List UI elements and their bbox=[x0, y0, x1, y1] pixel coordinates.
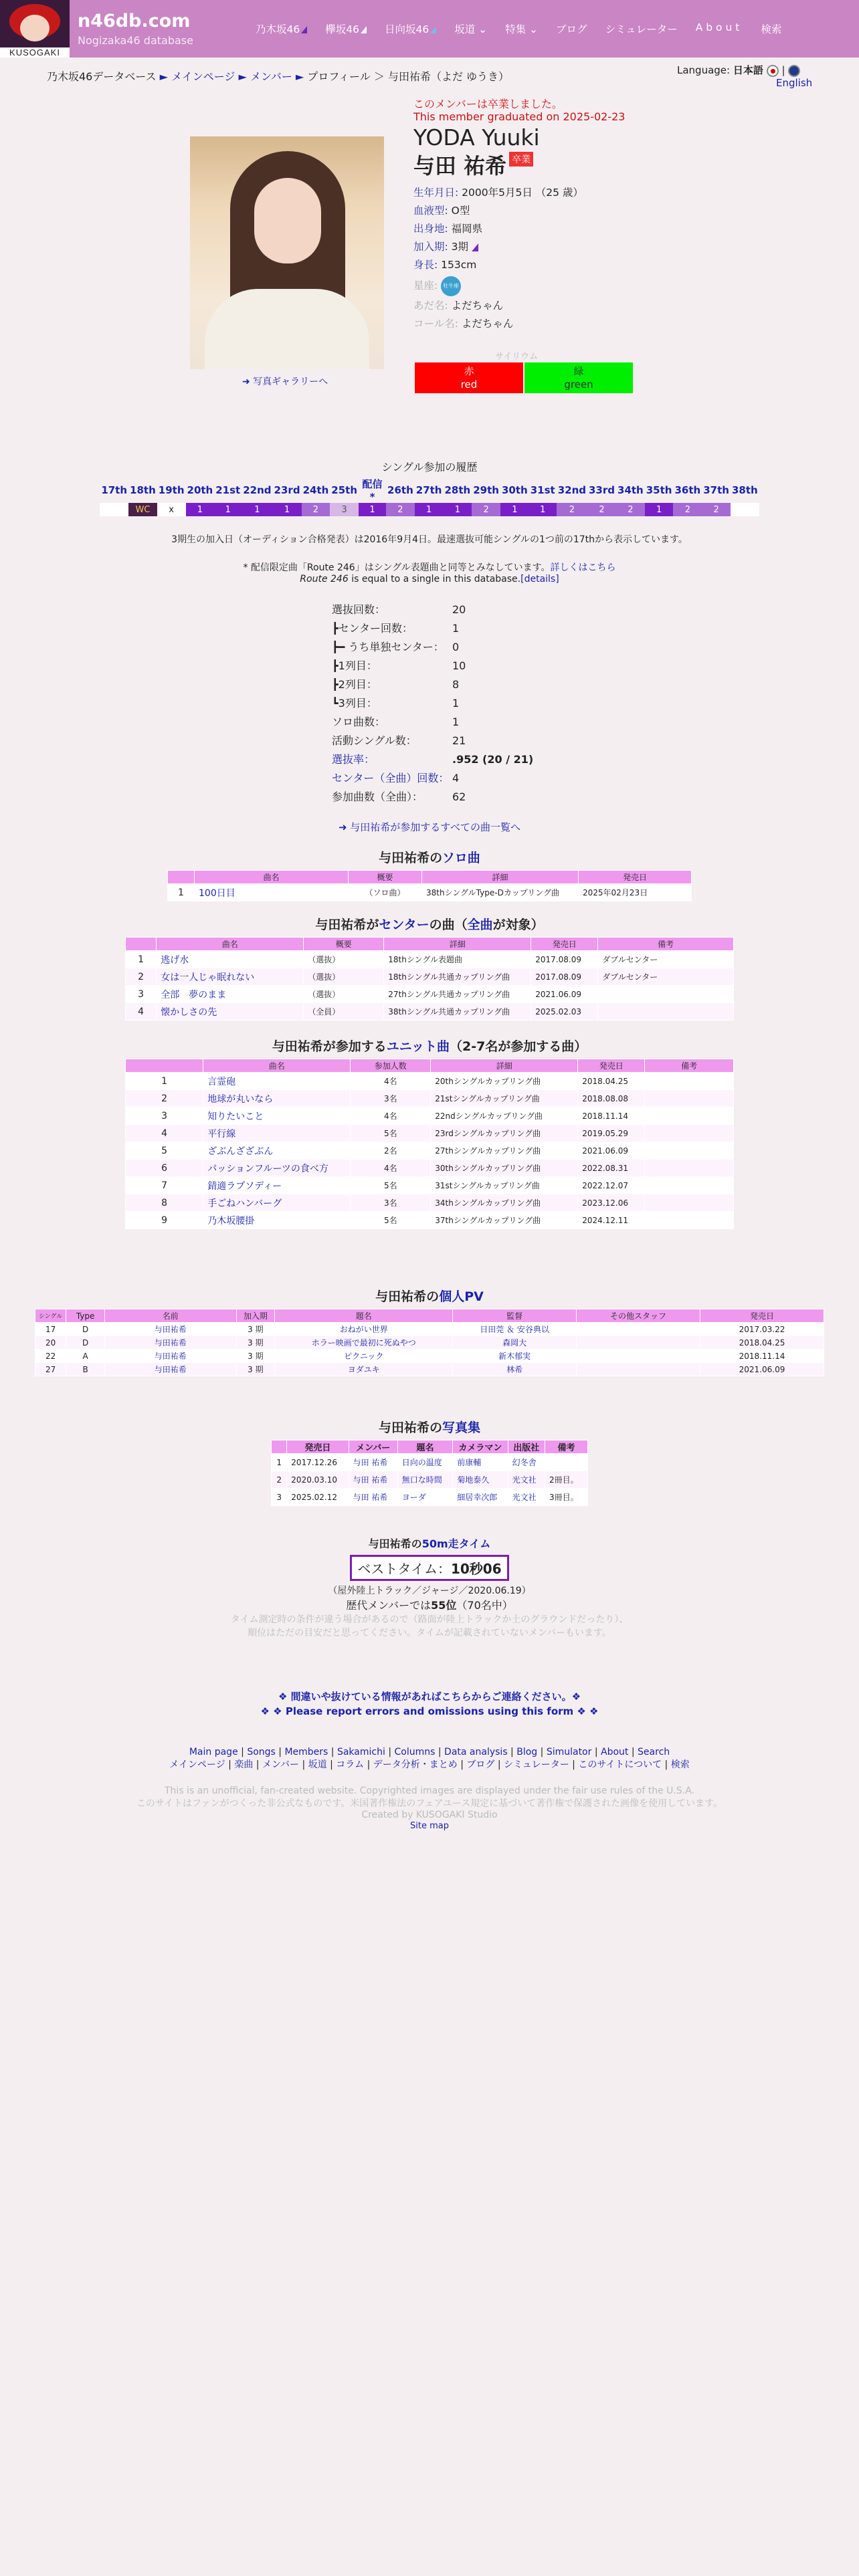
footer-link[interactable]: Simulator bbox=[546, 1747, 592, 1757]
column-header: 題名 bbox=[397, 1440, 452, 1454]
stat-row bbox=[332, 657, 533, 675]
table-row: 22 A 与田祐希 3 期 ピクニック 新木郁実 2018.11.14 bbox=[35, 1350, 824, 1363]
stat-value: 0 bbox=[452, 641, 460, 653]
single-head[interactable]: 23rd bbox=[274, 484, 300, 496]
table-row: 4 懐かしさの先 （全員） 38thシングル共通カップリング曲 2025.02.03 bbox=[126, 1003, 734, 1021]
report-link-en[interactable]: ❖ ❖ Please report errors and omissions using this form ❖ ❖ bbox=[260, 1705, 599, 1717]
member-name-en: YODA Yuuki bbox=[413, 124, 540, 150]
height-label[interactable]: 身長: bbox=[413, 259, 438, 271]
single-cell: 1 bbox=[242, 503, 272, 516]
song-link[interactable]: 乃木坂腰掛 bbox=[207, 1215, 255, 1226]
all-songs-filter-link[interactable]: 全曲 bbox=[467, 918, 493, 932]
column-header: メンバー bbox=[349, 1440, 397, 1454]
footer-link[interactable]: Columns bbox=[394, 1747, 436, 1757]
song-link[interactable]: 手ごねハンバーグ bbox=[207, 1198, 282, 1209]
column-header: その他スタッフ bbox=[577, 1309, 700, 1323]
birthplace-value: 福岡県 bbox=[451, 223, 483, 235]
stat-value: 4 bbox=[452, 772, 460, 784]
single-head[interactable]: 20th bbox=[187, 484, 213, 496]
stat-label: 選抜回数： bbox=[332, 603, 386, 616]
photobook-link-cell[interactable]: 無口な時間 bbox=[401, 1475, 442, 1485]
director-link[interactable]: 新木郁実 bbox=[498, 1352, 531, 1361]
stat-label: 活動シングル数： bbox=[332, 734, 417, 747]
photobook-link-cell[interactable]: 菊地泰久 bbox=[457, 1475, 490, 1485]
stat-value: .952 (20 / 21) bbox=[452, 753, 534, 766]
song-link[interactable]: 平行線 bbox=[207, 1128, 236, 1140]
table-row: 1 言霊砲 4名 20thシングルカップリング曲 2018.04.25 bbox=[126, 1073, 734, 1090]
single-cell: 1 bbox=[214, 503, 242, 516]
table-row: 4 平行線 5名 23rdシングルカップリング曲 2019.05.29 bbox=[126, 1125, 734, 1142]
table-row: 1 逃げ水 （選抜） 18thシングル表題曲 2017.08.09 ダブルセンター bbox=[126, 951, 734, 968]
footer-link[interactable]: データ分析・まとめ bbox=[373, 1759, 458, 1770]
single-head[interactable]: 30th bbox=[501, 484, 528, 496]
pv-title-link[interactable]: おねがい世界 bbox=[339, 1325, 388, 1334]
footer-link[interactable]: About bbox=[601, 1747, 629, 1757]
footer-link[interactable]: 坂道 bbox=[308, 1759, 327, 1770]
footer-link[interactable]: Main page bbox=[189, 1747, 238, 1757]
photobook-link-cell[interactable]: 光文社 bbox=[512, 1493, 537, 1502]
stat-row bbox=[332, 601, 533, 619]
solo-table: 曲名 概要 詳細 発売日 1 100日目 （ソロ曲） 38thシングルType-Dカップリング曲 2025年02月23日 bbox=[167, 870, 692, 901]
footer-link[interactable]: Songs bbox=[247, 1747, 276, 1757]
site-title: n46db.com bbox=[78, 11, 191, 31]
column-header: 発売日 bbox=[578, 1059, 645, 1073]
pv-title-link[interactable]: ホラー映画で最初に死ぬやつ bbox=[311, 1338, 416, 1348]
penlight-colors bbox=[415, 362, 633, 393]
table-row: 2 地球が丸いなら 3名 21stシングルカップリング曲 2018.08.08 bbox=[126, 1090, 734, 1107]
single-cell: x bbox=[157, 503, 186, 516]
table-row: 7 錆適ラプソディー 5名 31stシングルカップリング曲 2022.12.07 bbox=[126, 1177, 734, 1194]
song-link[interactable]: ざぶんざざぶん bbox=[207, 1146, 274, 1157]
column-header: 備考 bbox=[598, 938, 734, 951]
column-header: 出版社 bbox=[508, 1440, 545, 1454]
member-photo[interactable] bbox=[190, 136, 384, 369]
single-cell: 2 bbox=[673, 503, 702, 516]
director-link[interactable]: 森岡大 bbox=[502, 1338, 527, 1348]
center-table bbox=[125, 937, 734, 1021]
column-header: 概要 bbox=[304, 938, 384, 951]
column-header: 名前 bbox=[105, 1309, 237, 1323]
stat-label[interactable]: センター（全曲）回数： bbox=[332, 772, 450, 784]
all-songs-link[interactable]: ➜ 与田祐希が参加するすべての曲一覧へ bbox=[338, 821, 521, 833]
solo-link[interactable]: ソロ曲 bbox=[442, 851, 480, 865]
column-header: カメラマン bbox=[453, 1440, 508, 1454]
run-rank: 55位 bbox=[431, 1599, 457, 1612]
japan-flag-icon[interactable] bbox=[767, 65, 779, 77]
single-cell: 2 bbox=[386, 503, 415, 516]
stat-row bbox=[332, 732, 533, 750]
lang-en[interactable]: English bbox=[776, 77, 813, 89]
route246-details-link-en[interactable]: [details] bbox=[520, 574, 559, 584]
column-header: 備考 bbox=[645, 1059, 734, 1073]
center-section: 与田祐希がセンターの曲（全曲が対象） 曲名 概要 詳細 発売日 備考 1 逃げ水 （選抜） 18thシングル表題曲 2017.08.09 ダブルセンター 2 女は一人じゃ眠れない （選抜） 18thシングル共通カップリング曲 2017.08.09 ダブルセンター 3 全部 夢のまま （選抜） 27thシングル共通カップリング曲 2021.06.09 4 懐かしさの先 （全員） 38thシングル共通カップリング曲 2025.02.03 bbox=[0, 915, 859, 1021]
table-row: 1 100日目 （ソロ曲） 38thシングルType-Dカップリング曲 2025年02月23日 bbox=[168, 884, 692, 901]
single-cell: 1 bbox=[186, 503, 215, 516]
table-row: 5 ざぶんざざぶん 2名 27thシングルカップリング曲 2021.06.09 bbox=[126, 1142, 734, 1160]
footer-links-en: Main page | Songs | Members | Sakamichi | Columns | Data analysis | Blog | Simulator | About | Search bbox=[189, 1747, 670, 1757]
single-head[interactable]: 27th bbox=[415, 484, 442, 496]
footer-link[interactable]: 検索 bbox=[670, 1759, 690, 1770]
single-cell: 2 bbox=[616, 503, 645, 516]
crumb-db[interactable]: 乃木坂46データベース bbox=[47, 70, 157, 83]
photobook-link-cell[interactable]: 幻冬舎 bbox=[512, 1458, 537, 1467]
stat-row bbox=[332, 769, 533, 788]
nav-special[interactable]: 特集 ⌄ bbox=[505, 23, 539, 35]
uk-flag-icon[interactable] bbox=[788, 65, 800, 77]
single-head[interactable]: 28th bbox=[444, 484, 471, 496]
zodiac-label: 星座: bbox=[413, 280, 438, 292]
report-section bbox=[0, 1689, 859, 1717]
graduated-notice: このメンバーは卒業しました。 bbox=[413, 98, 563, 110]
table-row: 3 2025.02.12 与田 祐希 ヨーダ 細居幸次郎 光文社 3冊目。 bbox=[272, 1489, 588, 1506]
best-time-value: 10秒06 bbox=[450, 1561, 502, 1577]
footer-link[interactable]: メンバー bbox=[262, 1759, 299, 1770]
single-history: シングル参加の履歴 17th 18th 19th 20th 21st 22nd 23rd 24th 25th 配信* 26th 27th 28th 29th 30th 31st 32nd 33rd 34th 35th 36th 37th 38th WC x 1 1 1 1 2 3 1 2 1 1 2 1 1 2 2 2 1 2 2 3期生の加入日（オーディション合格発表）は2016年9月4日。最速選抜可能シングルの1つ前の17thから表示しています。 * 配信限定曲「Route 246」はシングル表題曲と同等とみなしています。詳しくはこちら Route 246 is equal to a single in this database.[details] bbox=[0, 459, 859, 584]
crumb-current: 与田祐希（よだ ゆうき） bbox=[387, 70, 510, 83]
profile-info bbox=[413, 98, 625, 333]
footer-link[interactable]: 楽曲 bbox=[234, 1759, 254, 1770]
single-head[interactable]: 17th bbox=[101, 484, 128, 496]
single-cell: 2 bbox=[587, 503, 616, 516]
column-header: 曲名 bbox=[157, 938, 304, 951]
column-header: 備考 bbox=[545, 1440, 587, 1454]
photo-gallery-link[interactable]: ➜ 写真ギャラリーへ bbox=[242, 377, 328, 387]
single-head[interactable]: 36th bbox=[674, 484, 701, 496]
unit-section: 与田祐希が参加するユニット曲（2-7名が参加する曲） 曲名 参加人数 詳細 発売日 備考 1 言霊砲 4名 20thシングルカップリング曲 2018.04.25 2 地球が丸いなら 3名 21stシングルカップリング曲 2018.08.08 3 知りたいこと 4名 22ndシングルカップリング曲 2018.11.14 4 平行線 5名 23rdシングルカップリング曲 2019.05.29 5 ざぶんざざぶん 2名 27thシングルカップリング曲 2021.06.09 6 パッションフルーツの食べ方 4名 30thシングルカップリング曲 2022.08.31 7 錆適ラプソディー 5名 31stシングルカップリング曲 2022.12.07 8 手ごねハンバーグ 3名 34thシングルカップリング曲 2023.12.06 9 乃木坂腰掛 5名 37thシングルカップリング曲 2024.12.11 bbox=[0, 1037, 859, 1229]
stat-value: 1 bbox=[452, 716, 460, 728]
single-cell: 2 bbox=[472, 503, 500, 516]
single-cell: 2 bbox=[702, 503, 731, 516]
photobook-link-cell[interactable]: 与田 祐希 bbox=[353, 1458, 388, 1467]
language-switcher: Language: 日本語 | English bbox=[677, 64, 813, 89]
column-header: 発売日 bbox=[531, 938, 598, 951]
sitemap-link[interactable]: Site map bbox=[410, 1821, 449, 1831]
footer-link[interactable]: Search bbox=[638, 1747, 670, 1757]
report-link-ja[interactable]: ❖ 間違いや抜けている情報があればこちらからご連絡ください。❖ bbox=[278, 1691, 581, 1703]
table-row: 3 全部 夢のまま （選抜） 27thシングル共通カップリング曲 2021.06.09 bbox=[126, 986, 734, 1003]
song-link[interactable]: 100日目 bbox=[199, 887, 235, 899]
photobook-link-cell[interactable]: 光文社 bbox=[512, 1475, 537, 1485]
single-cell: 1 bbox=[415, 503, 444, 516]
generation-label[interactable]: 加入期: bbox=[413, 241, 448, 253]
unit-table bbox=[125, 1059, 734, 1229]
footer-link[interactable]: Blog bbox=[516, 1747, 538, 1757]
stat-label: ┣━ うち単独センター： bbox=[332, 641, 444, 653]
single-head[interactable]: 配信* bbox=[362, 478, 383, 503]
nickname-value: よだちゃん bbox=[451, 300, 504, 312]
table-row: 3 知りたいこと 4名 22ndシングルカップリング曲 2018.11.14 bbox=[126, 1107, 734, 1125]
single-cell bbox=[731, 503, 759, 516]
column-header: Type bbox=[66, 1309, 105, 1323]
callname-label: コール名: bbox=[413, 318, 458, 330]
footer: Main page | Songs | Members | Sakamichi | Columns | Data analysis | Blog | Simulator | About | Search メインページ | 楽曲 | メンバー | 坂道 | コラム | データ分析・まとめ | ブログ | シミュレーター | このサイトについて | 検索 This is an unofficial, fan-created website. Copyrighted images are displayed under the fair use rules of the U.S.A. このサイトはファンがつくった非公式なものです。米国著作権法のフェアユース規定に基づいて著作権で保護された画像を使用しています。 Created by KUSOGAKI Studio Site map bbox=[0, 1747, 859, 1831]
stat-label: ┗3列目： bbox=[332, 697, 377, 710]
member-name-ja: 与田 祐希 bbox=[413, 153, 507, 179]
stat-label: ┣センター回数： bbox=[332, 622, 413, 635]
column-header: 参加人数 bbox=[351, 1059, 431, 1073]
stat-value: 8 bbox=[452, 678, 460, 691]
table-row: 27 B 与田祐希 3 期 ヨダユキ 林希 2021.06.09 bbox=[35, 1363, 824, 1376]
single-head[interactable]: 25th bbox=[331, 484, 358, 496]
column-header: シングル bbox=[35, 1309, 66, 1323]
blood-value: O型 bbox=[451, 205, 470, 217]
single-head[interactable]: 37th bbox=[703, 484, 729, 496]
single-cell: 1 bbox=[359, 503, 386, 516]
stat-value: 1 bbox=[452, 622, 460, 635]
song-link[interactable]: 知りたいこと bbox=[207, 1111, 264, 1122]
song-link[interactable]: 地球が丸いなら bbox=[207, 1093, 274, 1105]
column-header: 発売日 bbox=[700, 1309, 824, 1323]
stat-label: ┣1列目： bbox=[332, 659, 377, 672]
graduated-badge: 卒業 bbox=[509, 152, 533, 167]
photobook-link-cell[interactable]: 前康輔 bbox=[457, 1458, 482, 1467]
stat-value: 62 bbox=[452, 790, 466, 803]
single-head[interactable]: 18th bbox=[130, 484, 156, 496]
column-header: 題名 bbox=[275, 1309, 453, 1323]
stat-row bbox=[332, 638, 533, 657]
breadcrumb: 乃木坂46データベース ► メインページ ► メンバー ► プロフィール ＞ 与田祐希（よだ ゆうき） bbox=[47, 70, 510, 83]
single-head[interactable]: 24th bbox=[302, 484, 329, 496]
birthday-value: 2000年5月5日 （25 歳） bbox=[462, 187, 583, 199]
run-section: 与田祐希の50m走タイム ベストタイム：10秒06 （屋外陸上トラック／ジャージ／2020.06.19） 歴代メンバーでは55位（70名中） タイム測定時の条件が違う場合があるので（路面が陸上トラックか土のグラウンドだったり）、 順位はただの目安だと思ってください。タイムが記載されていないメンバーもいます。 bbox=[230, 1537, 629, 1638]
single-cell: 2 bbox=[302, 503, 330, 516]
member-link[interactable]: 与田祐希 bbox=[154, 1365, 187, 1374]
pv-table bbox=[35, 1309, 824, 1376]
song-link[interactable]: 逃げ水 bbox=[161, 954, 189, 966]
footer-links-ja: メインページ | 楽曲 | メンバー | 坂道 | コラム | データ分析・まとめ | ブログ | シミュレーター | このサイトについて | 検索 bbox=[169, 1759, 690, 1770]
single-cell: 1 bbox=[444, 503, 472, 516]
nav-simulator[interactable]: シミュレーター bbox=[605, 23, 678, 35]
footer-link[interactable]: Sakamichi bbox=[337, 1747, 385, 1757]
penlight-color-1: 赤 red bbox=[415, 362, 523, 393]
photobook-link-cell[interactable]: 与田 祐希 bbox=[353, 1493, 388, 1502]
single-head[interactable]: 35th bbox=[646, 484, 672, 496]
single-cell: 1 bbox=[500, 503, 529, 516]
single-cell: 1 bbox=[645, 503, 674, 516]
table-row: 2 女は一人じゃ眠れない （選抜） 18thシングル共通カップリング曲 2017.08.09 ダブルセンター bbox=[126, 968, 734, 986]
footer-link[interactable]: ブログ bbox=[466, 1759, 495, 1770]
best-time-box: ベストタイム：10秒06 bbox=[350, 1555, 508, 1581]
table-row: 6 パッションフルーツの食べ方 4名 30thシングルカップリング曲 2022.08.31 bbox=[126, 1160, 734, 1177]
pv-title-link[interactable]: ヨダユキ bbox=[347, 1365, 380, 1374]
height-value: 153cm bbox=[441, 259, 477, 271]
stat-value: 10 bbox=[452, 659, 466, 672]
photobook-link[interactable]: 写真集 bbox=[442, 1420, 481, 1435]
member-link[interactable]: 与田祐希 bbox=[154, 1338, 187, 1348]
nav-keyakizaka[interactable]: 欅坂46 bbox=[325, 21, 367, 36]
generation-value: 3期 bbox=[451, 241, 469, 253]
stat-label: ┣2列目： bbox=[332, 678, 377, 691]
single-head[interactable]: 19th bbox=[158, 484, 185, 496]
main-nav bbox=[256, 21, 799, 36]
pv-link[interactable]: 個人PV bbox=[439, 1289, 484, 1304]
nav-hinatazaka[interactable]: 日向坂46 bbox=[385, 21, 436, 36]
photobook-table bbox=[271, 1440, 588, 1506]
single-head[interactable]: 29th bbox=[473, 484, 499, 496]
nickname-label: あだ名: bbox=[413, 300, 448, 312]
stat-row bbox=[332, 750, 533, 769]
penlight-label: サイリウム bbox=[495, 352, 538, 362]
pv-title-link[interactable]: ピクニック bbox=[344, 1352, 384, 1361]
song-link[interactable]: 全部 夢のまま bbox=[161, 989, 227, 1000]
birthplace-label[interactable]: 出身地: bbox=[413, 223, 448, 235]
member-link[interactable]: 与田祐希 bbox=[154, 1325, 187, 1334]
single-head[interactable]: 26th bbox=[387, 484, 413, 496]
song-link[interactable]: パッションフルーツの食べ方 bbox=[207, 1163, 328, 1174]
single-history-note: 3期生の加入日（オーディション合格発表）は2016年9月4日。最速選抜可能シングルの1つ前の17thから表示しています。 bbox=[171, 534, 688, 545]
footer-link[interactable]: このサイトについて bbox=[578, 1759, 662, 1770]
stat-row bbox=[332, 619, 533, 638]
crumb-members[interactable]: メンバー bbox=[250, 70, 292, 83]
song-link[interactable]: 錆適ラプソディー bbox=[207, 1180, 282, 1192]
table-row: 1 2017.12.26 与田 祐希 日向の温度 前康輔 幻冬舎 bbox=[272, 1454, 588, 1471]
footer-link[interactable]: メインページ bbox=[169, 1759, 225, 1770]
single-cell: 1 bbox=[273, 503, 302, 516]
column-header: 詳細 bbox=[384, 938, 531, 951]
table-row: 8 手ごねハンバーグ 3名 34thシングルカップリング曲 2023.12.06 bbox=[126, 1194, 734, 1212]
footer-link[interactable]: コラム bbox=[336, 1759, 365, 1770]
photobook-link-cell[interactable]: 細居幸次郎 bbox=[457, 1493, 498, 1502]
table-row: 20 D 与田祐希 3 期 ホラー映画で最初に死ぬやつ 森岡大 2018.04.25 bbox=[35, 1336, 824, 1350]
footer-link[interactable]: Members bbox=[284, 1747, 328, 1757]
brand[interactable] bbox=[78, 11, 193, 47]
nav-about[interactable]: A b o u t bbox=[695, 21, 740, 33]
table-row: 17 D 与田祐希 3 期 おねがい世界 日田莞 ＆ 安谷典以 2017.03.22 bbox=[35, 1323, 824, 1336]
nav-search[interactable]: 検索 bbox=[761, 23, 782, 35]
single-head[interactable]: 33rd bbox=[589, 484, 615, 496]
unit-link[interactable]: ユニット曲 bbox=[386, 1039, 450, 1054]
column-header: 発売日 bbox=[287, 1440, 349, 1454]
callname-value: よだちゃん bbox=[461, 318, 514, 330]
member-link[interactable]: 与田祐希 bbox=[154, 1352, 187, 1361]
single-head[interactable]: 21st bbox=[215, 484, 241, 496]
song-link[interactable]: 女は一人じゃ眠れない bbox=[161, 972, 255, 983]
site-header bbox=[0, 0, 859, 58]
stat-row bbox=[332, 788, 533, 807]
center-link[interactable]: センター bbox=[379, 918, 430, 932]
single-head[interactable]: 22nd bbox=[243, 484, 272, 496]
footer-link[interactable]: シミュレーター bbox=[504, 1759, 569, 1770]
birthday-label[interactable]: 生年月日: bbox=[413, 187, 459, 199]
photobook-link-cell[interactable]: 日向の温度 bbox=[401, 1458, 442, 1467]
stat-value: 20 bbox=[452, 603, 466, 616]
photobook-section: 与田祐希の写真集 発売日 メンバー 題名 カメラマン 出版社 備考 1 2017.12.26 与田 祐希 日向の温度 前康輔 幻冬舎 2 2020.03.10 与田 祐希 無口な時間 菊地泰久 光文社 2冊目。 3 2025.02.12 与田 祐希 ヨーダ 細居幸次郎 光文社 3冊目。 bbox=[0, 1418, 859, 1506]
site-logo[interactable]: KUSOGAKI bbox=[0, 0, 70, 58]
site-subtitle: Nogizaka46 database bbox=[78, 34, 193, 47]
nav-sakamichi[interactable]: 坂道 ⌄ bbox=[454, 23, 488, 35]
stat-value: 1 bbox=[452, 697, 460, 710]
graduated-date: This member graduated on 2025-02-23 bbox=[413, 110, 626, 123]
single-head[interactable]: 34th bbox=[617, 484, 644, 496]
table-row: 9 乃木坂腰掛 5名 37thシングルカップリング曲 2024.12.11 bbox=[126, 1212, 734, 1229]
pv-section: 与田祐希の個人PV シングル Type 名前 加入期 題名 監督 その他スタッフ 発売日 17 D 与田祐希 3 期 おねがい世界 日田莞 ＆ 安谷典以 2017.03.22 20 D 与田祐希 3 期 ホラー映画で最初に死ぬやつ 森岡大 2018.04.25 22 A 与田祐希 3 期 ピクニック 新木郁実 2018.11.14 27 B 与田祐希 3 期 ヨダユキ 林希 2021.06.09 bbox=[0, 1287, 859, 1376]
crumb-main[interactable]: メインページ bbox=[171, 70, 235, 83]
director-link[interactable]: 日田莞 ＆ 安谷典以 bbox=[480, 1325, 549, 1334]
stat-label[interactable]: 選抜率： bbox=[332, 753, 375, 766]
lang-ja[interactable]: 日本語 bbox=[733, 64, 763, 76]
column-header bbox=[272, 1440, 287, 1454]
stat-row bbox=[332, 694, 533, 713]
photobook-link-cell[interactable]: ヨーダ bbox=[401, 1493, 426, 1502]
single-head[interactable]: 31st bbox=[530, 484, 555, 496]
photobook-link-cell[interactable]: 与田 祐希 bbox=[353, 1475, 388, 1485]
single-head[interactable]: 38th bbox=[731, 484, 758, 496]
column-header: 曲名 bbox=[203, 1059, 351, 1073]
nav-blog[interactable]: ブログ bbox=[556, 23, 587, 35]
director-link[interactable]: 林希 bbox=[506, 1365, 523, 1374]
selection-stats bbox=[332, 601, 533, 807]
stat-label: 参加曲数（全曲）： bbox=[332, 790, 423, 803]
song-link[interactable]: 懐かしさの先 bbox=[161, 1006, 217, 1018]
zodiac-taurus-icon: 牡牛座 bbox=[441, 276, 461, 296]
solo-section: 与田祐希のソロ曲 曲名 概要 詳細 発売日 1 100日目 （ソロ曲） 38thシングルType-Dカップリング曲 2025年02月23日 bbox=[0, 848, 859, 901]
column-header: 加入期 bbox=[236, 1309, 275, 1323]
single-cell: 2 bbox=[557, 503, 587, 516]
song-link[interactable]: 言霊砲 bbox=[207, 1076, 236, 1087]
stat-value: 21 bbox=[452, 734, 466, 747]
footer-link[interactable]: Data analysis bbox=[444, 1747, 508, 1757]
single-cell: 3 bbox=[330, 503, 359, 516]
column-header: 監督 bbox=[453, 1309, 577, 1323]
table-row: 2 2020.03.10 与田 祐希 無口な時間 菊地泰久 光文社 2冊目。 bbox=[272, 1471, 588, 1489]
stat-row bbox=[332, 675, 533, 694]
single-cell: WC bbox=[128, 503, 157, 516]
blood-label[interactable]: 血液型: bbox=[413, 205, 448, 217]
column-header: 詳細 bbox=[431, 1059, 578, 1073]
run-link[interactable]: 50m走タイム bbox=[421, 1537, 491, 1550]
stat-row bbox=[332, 713, 533, 732]
single-cell: 1 bbox=[529, 503, 557, 516]
stat-label: ソロ曲数： bbox=[332, 716, 386, 728]
single-cell bbox=[100, 503, 128, 516]
nogizaka-icon bbox=[472, 243, 478, 251]
nav-nogizaka[interactable]: 乃木坂46 bbox=[256, 21, 307, 36]
single-head[interactable]: 32nd bbox=[557, 484, 586, 496]
single-history-title: シングル参加の履歴 bbox=[381, 461, 478, 473]
penlight-color-2: 緑 green bbox=[524, 362, 633, 393]
single-history-table bbox=[100, 477, 759, 516]
route246-details-link-ja[interactable]: 詳しくはこちら bbox=[550, 562, 616, 573]
